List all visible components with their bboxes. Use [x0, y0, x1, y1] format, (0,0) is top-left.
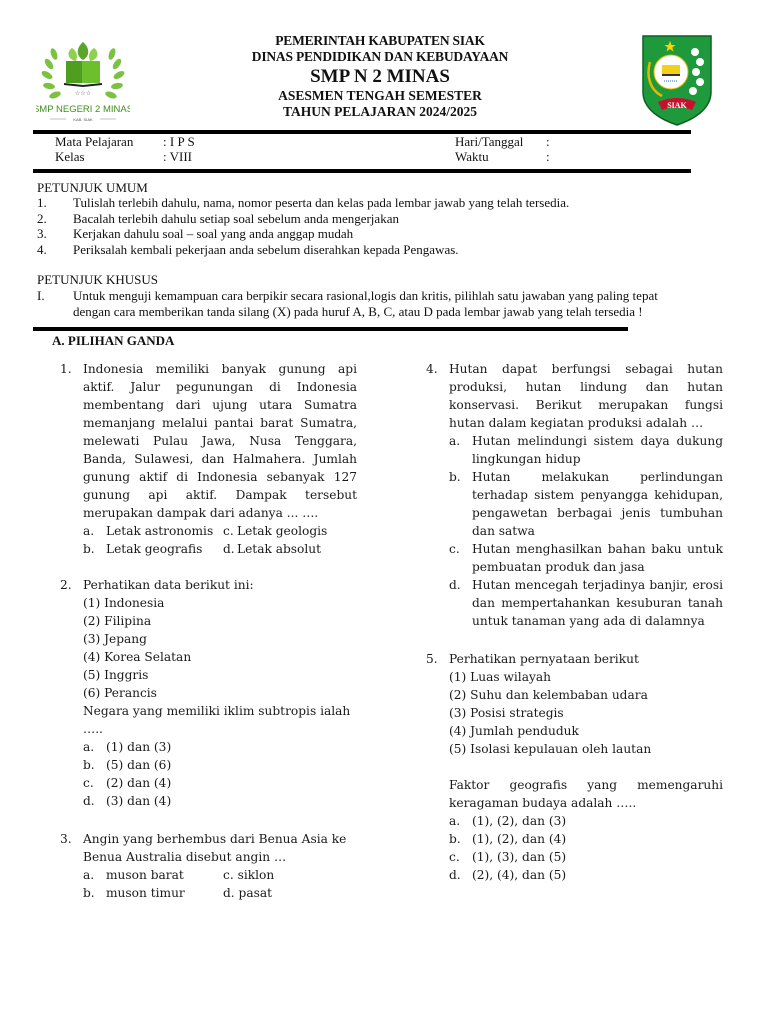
blank-line	[449, 758, 723, 776]
time-label: Waktu	[455, 149, 489, 164]
instruction-number: 2.	[37, 210, 47, 226]
option-c-label[interactable]: c.	[223, 524, 234, 538]
regency-emblem	[640, 32, 714, 126]
question-intro: Perhatikan pernyataan berikut	[449, 652, 639, 666]
instruction-number: 1.	[37, 195, 47, 210]
option-c[interactable]	[449, 540, 723, 576]
option-b[interactable]	[449, 830, 723, 848]
question-text-line: Banda, Sulawesi, dan Halmahera. Jumlah	[83, 452, 357, 466]
option-a[interactable]	[83, 738, 357, 756]
option-text: (2) dan (4)	[106, 776, 172, 790]
data-list-item: (4) Korea Selatan	[83, 650, 192, 664]
option-text-line: untuk tanaman yang ada di dalamnya	[472, 614, 705, 628]
question-number: 4.	[426, 362, 438, 376]
option-d-text[interactable]: Letak absolut	[237, 542, 322, 556]
general-instructions-list	[0, 195, 768, 265]
statement-list-item: (3) Posisi strategis	[449, 706, 564, 720]
instruction-text: Untuk menguji kemampuan cara berpikir secara rasional,logis dan kritis, pilihlah satu jawaban yang paling tepat	[73, 288, 658, 303]
class-value: : VIII	[163, 149, 193, 164]
instruction-number: I.	[37, 288, 45, 303]
option-label: d.	[83, 794, 95, 808]
exam-name: ASESMEN TENGAH SEMESTER	[278, 88, 482, 103]
special-instructions	[0, 288, 768, 320]
question-text-line: merupakan dampak dari adanya ... ….	[83, 506, 319, 520]
option-label: c.	[83, 776, 94, 790]
instruction-number: 4.	[37, 241, 47, 257]
statement-list-item: (5) Isolasi kepulauan oleh lautan	[449, 742, 652, 756]
school-name: SMP N 2 MINAS	[310, 66, 450, 87]
option-text-line: pembuatan produk dan jasa	[472, 560, 645, 574]
option-b-text[interactable]: muson timur	[106, 886, 185, 900]
question-number: 2.	[60, 578, 72, 592]
instruction-number: 3.	[37, 226, 47, 241]
data-list-item: (5) Inggris	[83, 668, 149, 682]
option-label: a.	[449, 434, 461, 448]
statement-list-item: (1) Luas wilayah	[449, 670, 551, 684]
option-row	[83, 540, 357, 558]
subject-label: Mata Pelajaran	[55, 134, 134, 149]
question-text-line: Angin yang berhembus dari Benua Asia ke	[83, 832, 347, 846]
svg-text:SIAK: SIAK	[667, 101, 687, 110]
option-text-line: terhadap sistem penyangga kehidupan,	[472, 488, 723, 502]
question-body	[83, 360, 357, 558]
time-value: :	[546, 149, 550, 164]
statement-list-item: (4) Jumlah penduduk	[449, 724, 579, 738]
data-list-item: (6) Perancis	[83, 686, 157, 700]
option-text-line: Hutan melindungi sistem daya dukung	[472, 434, 723, 448]
option-text-line: lingkungan hidup	[472, 452, 581, 466]
subject-value: : I P S	[163, 134, 195, 149]
question-text-line: gunung aktif di Indonesia sebanyak 127	[83, 470, 357, 484]
date-label: Hari/Tanggal	[455, 134, 524, 149]
option-b-text[interactable]: Letak geografis	[106, 542, 203, 556]
option-label: c.	[449, 542, 460, 556]
instruction-text: Tulislah terlebih dahulu, nama, nomor peserta dan kelas pada lembar jawab yang telah tersedia.	[73, 195, 570, 210]
instruction-text: Kerjakan dahulu soal – soal yang anda anggap mudah	[73, 226, 354, 241]
option-b-label[interactable]: b.	[83, 542, 95, 556]
question-text-line: membentang dari ujung utara Sumatra	[83, 398, 357, 412]
option-row	[83, 522, 357, 540]
option-label: d.	[449, 578, 461, 592]
question-body	[449, 360, 723, 630]
option-a-text[interactable]: muson barat	[106, 868, 184, 882]
general-instructions-title: PETUNJUK UMUM	[37, 180, 148, 195]
class-label: Kelas	[55, 149, 85, 164]
question-body	[449, 650, 723, 884]
section-divider	[33, 327, 628, 331]
option-label: b.	[449, 832, 461, 846]
option-b[interactable]	[83, 756, 357, 774]
question-text-line: Hutan dapat berfungsi sebagai hutan	[449, 362, 723, 376]
option-text: (1), (2), dan (3)	[472, 814, 567, 828]
question-number: 5.	[426, 652, 438, 666]
question-text-line: Indonesia memiliki banyak gunung api	[83, 362, 357, 376]
question-number: 1.	[60, 362, 72, 376]
government-name: PEMERINTAH KABUPATEN SIAK	[275, 33, 485, 48]
academic-year: TAHUN PELAJARAN 2024/2025	[282, 104, 477, 119]
instruction-text: dengan cara memberikan tanda silang (X) pada huruf A, B, C, atau D pada lembar jawab yang telah tersedia !	[73, 303, 643, 319]
question-text-line: konservasi. Berikut merupakan fungsi	[449, 398, 723, 412]
school-book-laurel-logo-icon	[36, 34, 130, 124]
section-title: A. PILIHAN GANDA	[52, 333, 175, 348]
question-stem: keragaman budaya adalah …..	[449, 796, 637, 810]
option-d[interactable]	[449, 866, 723, 884]
option-text: (1), (2), dan (4)	[472, 832, 567, 846]
option-d[interactable]	[449, 576, 723, 630]
option-text-line: Hutan menghasilkan bahan baku untuk	[472, 542, 723, 556]
data-list-item: (1) Indonesia	[83, 596, 165, 610]
instruction-text: Periksalah kembali pekerjaan anda sebelum diserahkan kepada Pengawas.	[73, 241, 459, 257]
question-intro: Perhatikan data berikut ini:	[83, 578, 254, 592]
date-value: :	[546, 134, 550, 149]
option-text: (2), (4), dan (5)	[472, 868, 567, 882]
option-text: (5) dan (6)	[106, 758, 172, 772]
option-a-label[interactable]: a.	[83, 524, 95, 538]
info-divider	[33, 169, 691, 173]
option-c-text[interactable]: c. siklon	[223, 868, 275, 882]
siak-regency-shield-emblem-icon	[640, 32, 714, 126]
option-d[interactable]	[83, 792, 357, 810]
option-text-line: dan satwa	[472, 524, 535, 538]
special-instructions-title: PETUNJUK KHUSUS	[37, 272, 158, 287]
option-b[interactable]	[449, 468, 723, 540]
option-label: a.	[449, 814, 461, 828]
option-c-text[interactable]: Letak geologis	[237, 524, 328, 538]
question-body	[83, 830, 357, 902]
data-list-item: (3) Jepang	[83, 632, 147, 646]
option-text: (3) dan (4)	[106, 794, 172, 808]
svg-text:SMP NEGERI 2 MINAS: SMP NEGERI 2 MINAS	[36, 104, 130, 115]
option-label: a.	[83, 740, 95, 754]
question-text-line: gunung api aktif. Dampak tersebut	[83, 488, 357, 502]
option-d-text[interactable]: d. pasat	[223, 886, 273, 900]
option-c[interactable]	[83, 774, 357, 792]
option-row	[83, 866, 357, 884]
option-a-text[interactable]: Letak astronomis	[106, 524, 214, 538]
option-text: (1), (3), dan (5)	[472, 850, 567, 864]
question-body	[83, 576, 357, 810]
question-stem: …..	[83, 722, 103, 736]
option-label: b.	[449, 470, 461, 484]
option-text-line: dan mempertahankan kesuburan tanah	[472, 596, 723, 610]
option-a[interactable]	[449, 812, 723, 830]
statement-list-item: (2) Suhu dan kelembaban udara	[449, 688, 648, 702]
option-text-line: Hutan melakukan perlindungan	[472, 470, 723, 484]
option-c[interactable]	[449, 848, 723, 866]
option-a-label[interactable]: a.	[83, 868, 95, 882]
option-b-label[interactable]: b.	[83, 886, 95, 900]
option-text-line: pengawetan berbagai jenis tumbuhan	[472, 506, 723, 520]
option-a[interactable]	[449, 432, 723, 468]
instruction-text: Bacalah terlebih dahulu setiap soal sebelum anda mengerjakan	[73, 210, 399, 226]
department-name: DINAS PENDIDIKAN DAN KEBUDAYAAN	[251, 49, 509, 64]
option-label: b.	[83, 758, 95, 772]
question-text-line: memanjang melalui pantai barat Sumatra,	[83, 416, 357, 430]
svg-text:☆☆☆: ☆☆☆	[74, 90, 92, 97]
question-stem: Negara yang memiliki iklim subtropis ialah	[83, 704, 351, 718]
question-number: 3.	[60, 832, 72, 846]
question-text-line: Benua Australia disebut angin …	[83, 850, 287, 864]
option-text: (1) dan (3)	[106, 740, 172, 754]
question-text-line: hutan dalam kegiatan produksi adalah …	[449, 416, 704, 430]
school-logo	[36, 34, 130, 124]
letterhead	[200, 33, 560, 120]
option-row	[83, 884, 357, 902]
svg-text:KAB. SIAK: KAB. SIAK	[73, 117, 93, 122]
question-text-line: produksi, hutan lindung dan hutan	[449, 380, 723, 394]
option-d-label[interactable]: d.	[223, 542, 235, 556]
question-text-line: aktif. Jalur pegunungan di Indonesia	[83, 380, 357, 394]
option-text-line: Hutan mencegah terjadinya banjir, erosi	[472, 578, 723, 592]
data-list-item: (2) Filipina	[83, 614, 152, 628]
question-stem: Faktor geografis yang memengaruhi	[449, 778, 723, 792]
option-label: c.	[449, 850, 460, 864]
option-label: d.	[449, 868, 461, 882]
question-text-line: melewati Pulau Jawa, Nusa Tenggara,	[83, 434, 357, 448]
